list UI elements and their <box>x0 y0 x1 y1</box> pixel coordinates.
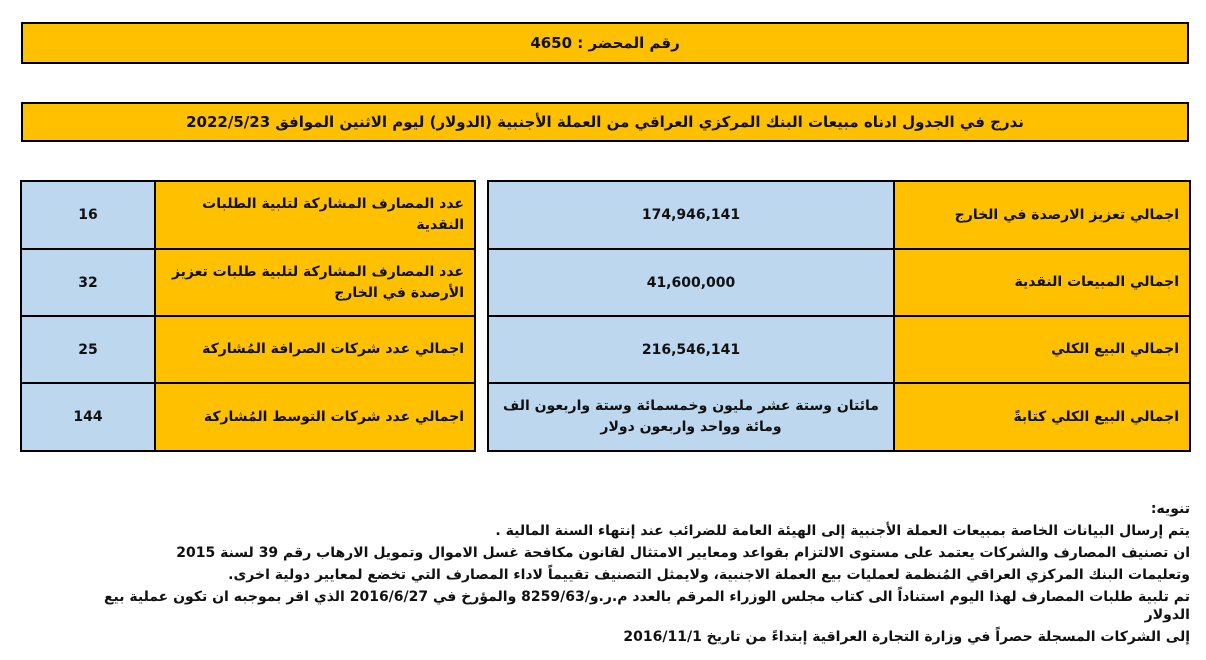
notes-heading: تنويه: <box>1150 501 1190 517</box>
table-row <box>488 249 1190 316</box>
total-transfers-label: اجمالي تعزيز الارصدة في الخارج <box>894 181 1190 249</box>
note-line: إلى الشركات المسجلة حصراً في وزارة التجارة العراقية إبتداءً من تاريخ 2016/11/1 <box>623 629 1190 645</box>
description-text: ندرج في الجدول ادناه مبيعات البنك المركزي العراقي من العملة الأجنبية (الدولار) ليوم الاثنين الموافق 2022/5/23 <box>186 113 1024 131</box>
table-row <box>21 316 475 383</box>
total-sales-value: 216,546,141 <box>488 316 894 383</box>
brokerage-companies-count-value: 144 <box>21 383 155 451</box>
table-row <box>21 249 475 316</box>
record-number-text: رقم المحضر : 4650 <box>530 34 680 52</box>
total-cash-sales-label: اجمالي المبيعات النقدية <box>894 249 1190 316</box>
brokerage-companies-count-label: اجمالي عدد شركات التوسط المُشاركة <box>155 383 475 451</box>
notes-section <box>100 500 1190 650</box>
total-transfers-value: 174,946,141 <box>488 181 894 249</box>
cash-banks-count-label: عدد المصارف المشاركة لتلبية الطلبات النقدية <box>155 181 475 249</box>
note-line: تم تلبية طلبات المصارف لهذا اليوم استناداً الى كتاب مجلس الوزراء المرقم بالعدد م.ر.و/8259/63 والمؤرخ في 2016/6/27 الذي اقر بموجبه ان تكون عملية بيع الدولار <box>103 589 1190 623</box>
table-row <box>21 181 475 249</box>
note-line: وتعليمات البنك المركزي العراقي المُنظمة لعمليات بيع العملة الاجنبية، ولايمثل التصنيف تقييماً لاداء المصارف التي تخضع لمعايير دولية اخرى. <box>228 567 1190 583</box>
total-sales-written-label: اجمالي البيع الكلي كتابةً <box>894 383 1190 451</box>
sales-totals-table <box>487 180 1191 452</box>
table-row <box>488 181 1190 249</box>
record-number-banner <box>21 22 1189 64</box>
note-line: يتم إرسال البيانات الخاصة بمبيعات العملة الأجنبية إلى الهيئة العامة للضرائب عند إنتهاء السنة المالية . <box>495 523 1190 539</box>
description-banner <box>21 102 1189 142</box>
note-line: ان تصنيف المصارف والشركات يعتمد على مستوى الالتزام بقواعد ومعايير الامتثال لقانون مكافحة غسل الاموال وتمويل الارهاب رقم 39 لسنة 2015 <box>176 545 1190 561</box>
total-sales-written-value: مائتان وستة عشر مليون وخمسمائة وستة واربعون الف ومائة وواحد واربعون دولار <box>488 383 894 451</box>
transfer-banks-count-label: عدد المصارف المشاركة لتلبية طلبات تعزيز الأرصدة في الخارج <box>155 249 475 316</box>
table-row <box>21 383 475 451</box>
total-sales-label: اجمالي البيع الكلي <box>894 316 1190 383</box>
cash-banks-count-value: 16 <box>21 181 155 249</box>
exchange-companies-count-value: 25 <box>21 316 155 383</box>
table-row <box>488 316 1190 383</box>
participants-table <box>20 180 476 452</box>
transfer-banks-count-value: 32 <box>21 249 155 316</box>
table-row <box>488 383 1190 451</box>
total-cash-sales-value: 41,600,000 <box>488 249 894 316</box>
exchange-companies-count-label: اجمالي عدد شركات الصرافة المُشاركة <box>155 316 475 383</box>
